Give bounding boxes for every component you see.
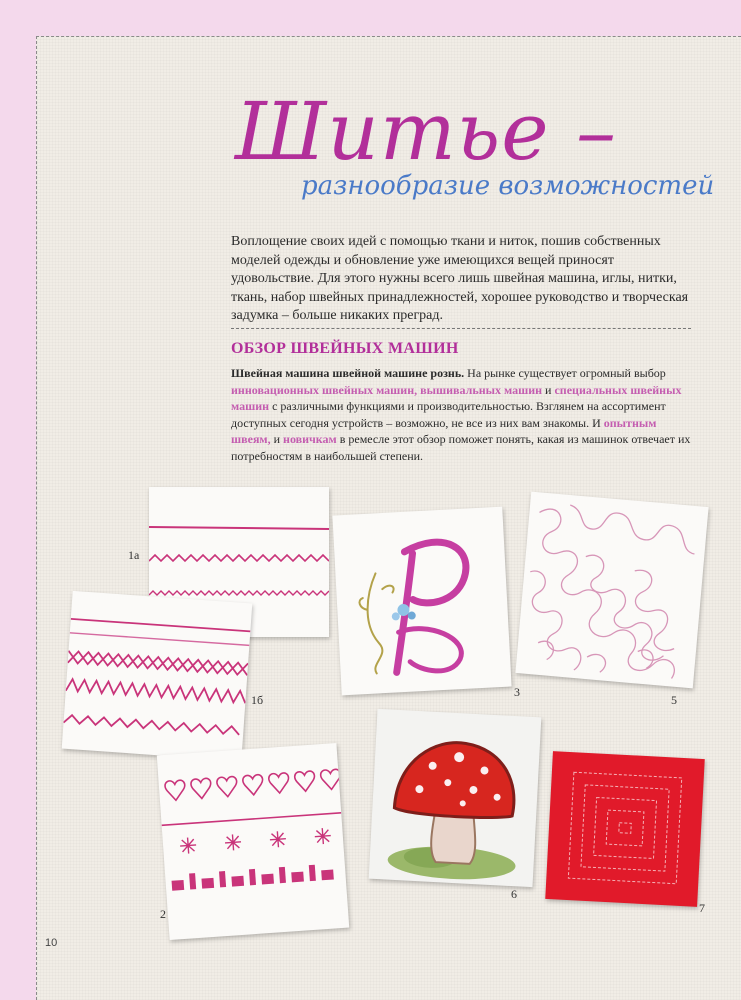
page-subtitle: разнообразие возможностей (301, 171, 715, 201)
photo-3-monogram-embroidery (332, 507, 511, 696)
figure-label-5: 5 (671, 693, 677, 707)
link-novices[interactable]: новичкам (283, 432, 337, 446)
body-text-1: На рынке существует огромный выбор (464, 366, 666, 380)
figure-label-1b: 1б (251, 693, 264, 707)
figure-label-6: 6 (511, 887, 517, 901)
page-title: Шитье – (235, 85, 617, 178)
figure-label-2: 2 (160, 907, 166, 921)
figure-label-7: 7 (699, 901, 705, 915)
photo-6-felt-mushroom (369, 709, 542, 887)
photo-7-square-quilting (545, 751, 705, 907)
link-special-machines[interactable]: специальных швейных машин (231, 382, 682, 413)
body-text-6: в ремесле этот обзор поможет понять, какая из машинок отвечает их потребностям в наибольшей степени. (231, 432, 691, 463)
section-body (231, 365, 696, 464)
body-text-5: и (270, 432, 284, 446)
link-experienced[interactable]: опытным швеям, (231, 415, 657, 446)
intro-paragraph: Воплощение своих идей с помощью ткани и ниток, пошив собственных моделей одежды и обновление уже имеющихся вещей приносят удовольствие. Для этого нужны всего лишь швейная машина, иглы, нитки, ткань, набор швейных принадлежностей, хорошее руководство и творческая задумка – больше никаких преград. (231, 234, 689, 324)
lead-sentence: Швейная машина швейной машине рознь. (231, 366, 465, 380)
body-text-3: и (542, 382, 555, 397)
photo-2-decorative-stitches (157, 743, 349, 940)
link-innovative-machines[interactable]: инновационных швейных машин, (231, 382, 418, 397)
figure-label-1a: 1а (128, 548, 140, 562)
photo-5-stipple-quilting (515, 492, 708, 689)
photo-1b-stitches (62, 591, 253, 761)
section-heading: ОБЗОР ШВЕЙНЫХ МАШИН (231, 340, 459, 357)
link-embroidery-machines[interactable]: вышивальных машин (420, 382, 543, 397)
figure-label-3: 3 (514, 685, 520, 699)
page (36, 36, 741, 1000)
body-text-4: с различными функциями и производительностью. Взглянем на ассортимент доступных сегодня устройств – возможно, не все из них вам знакомы. И (231, 399, 666, 430)
dashed-divider (231, 328, 691, 329)
page-number: 10 (45, 937, 58, 949)
